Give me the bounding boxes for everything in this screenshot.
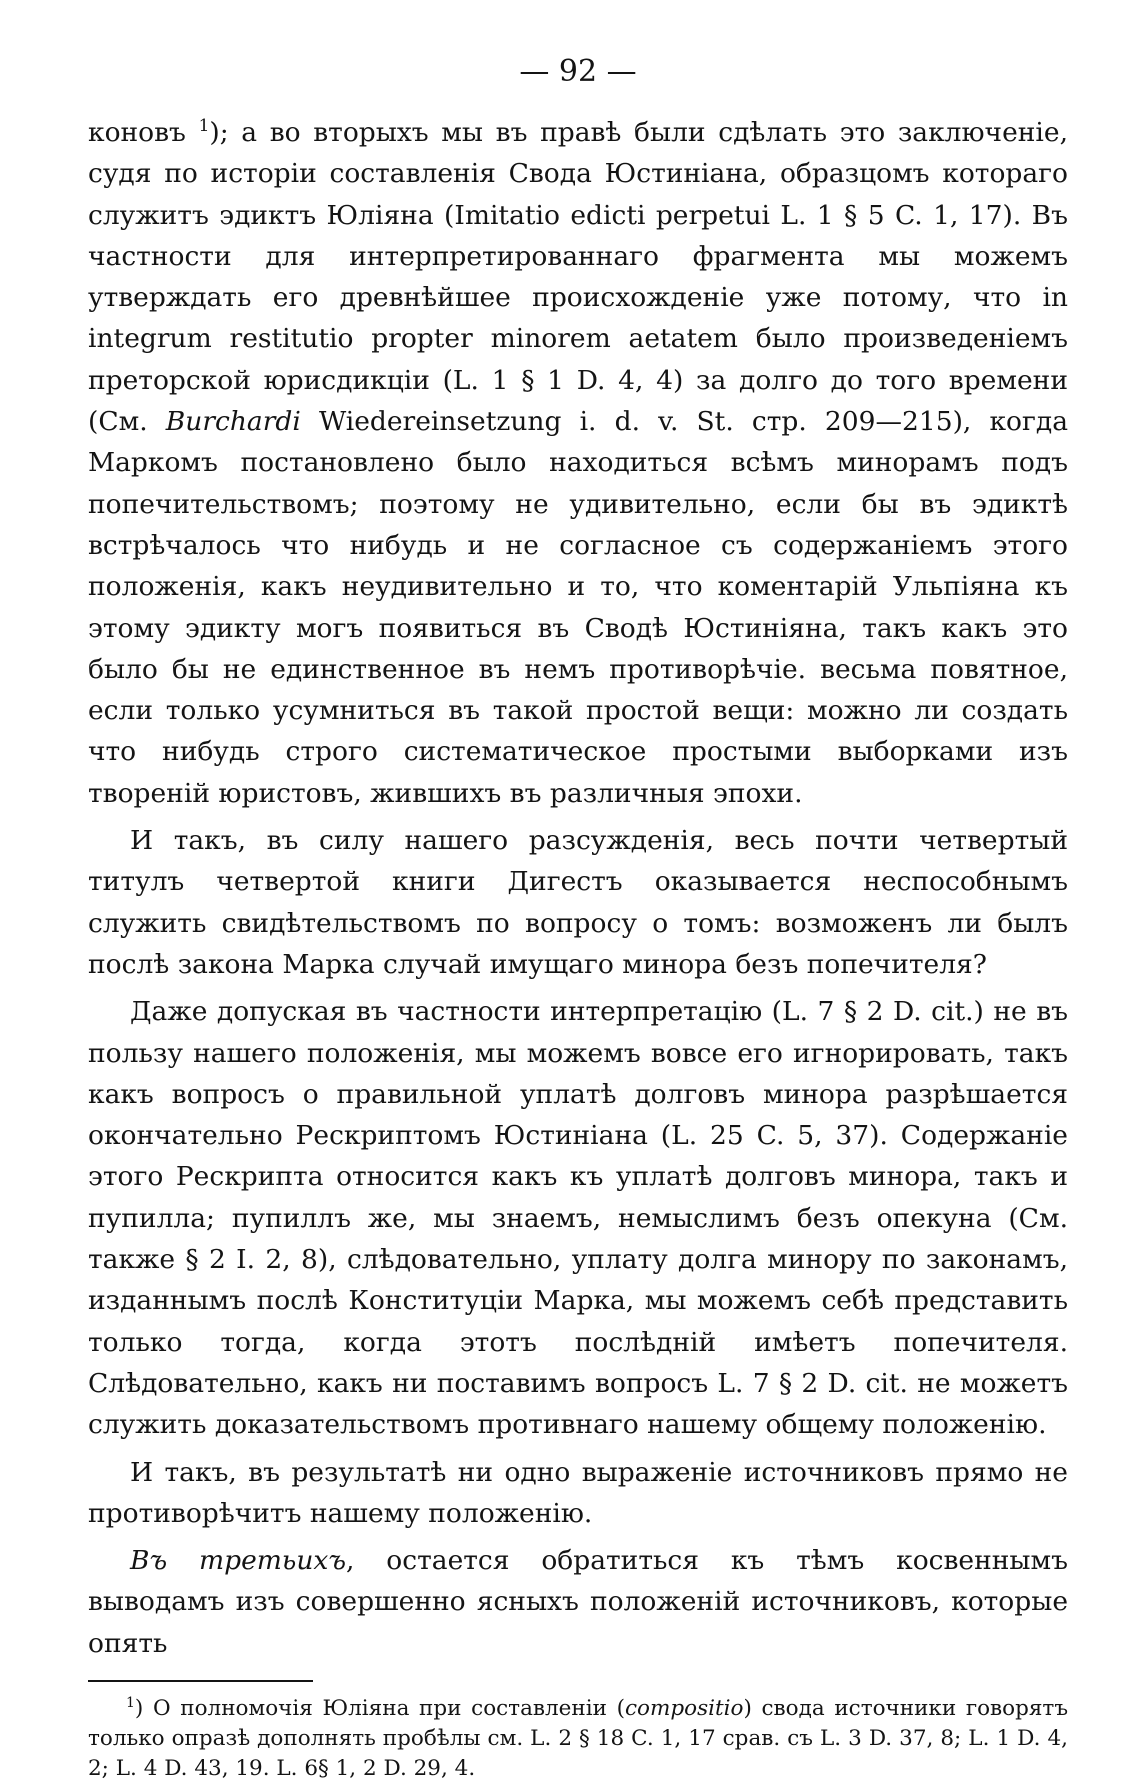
main-text (88, 112, 1068, 1664)
footnote-lead: ) О полномочія Юліяна при составленіи ( (134, 1695, 625, 1721)
footnote-reference: 1 (198, 116, 210, 137)
footnote-mark: 1 (126, 1694, 135, 1711)
page-number: — 92 — (519, 54, 637, 89)
paragraph-5 (88, 1540, 1068, 1664)
paragraph-3: Даже допуская въ частности интерпретацію (L. 7 § 2 D. cit.) не въ пользу нашего положенія, мы можемъ вовсе его игнорировать, такъ какъ вопросъ о правильной уплатѣ долговъ минора разрѣшается окончательно Рескриптомъ Юстиніана (L. 25 C. 5, 37). Содержаніе этого Рескрипта относится какъ къ уплатѣ долговъ минора, такъ и пупилла; пупиллъ же, мы знаемъ, немыслимъ безъ опекуна (См. также § 2 I. 2, 8), слѣдовательно, уплату долга минору по законамъ, изданнымъ послѣ Конституціи Марка, мы можемъ себѣ представить только тогда, когда этотъ послѣдній имѣетъ попечителя. Слѣдовательно, какъ ни поставимъ вопросъ L. 7 § 2 D. cit. не можетъ служить доказательствомъ противнаго нашему общему положенію. (88, 996, 1068, 1441)
paragraph-5-italic-lead: Въ третьихъ (130, 1545, 347, 1577)
footnote-tail: ) свода источники говорятъ только опразѣ дополнять пробѣлы см. L. 2 § 18 C. 1, 17 срав. съ L. 3 D. 37, 8; L. 1 D. 4, 2; L. 4 D. 43, 19. L. 6§ 1, 2 D. 29, 4. (88, 1695, 1068, 1781)
footnote (88, 1694, 1068, 1784)
paragraph-4: И такъ, въ результатѣ ни одно выраженіе источниковъ прямо не противорѣчитъ нашему положенію. (88, 1456, 1068, 1529)
paragraph-1-tail: Wiedereinsetzung i. d. v. St. стр. 209—215), когда Маркомъ постановлено было находиться всѣмъ минорамъ подъ попечительствомъ; поэтому не удивительно, если бы въ эдиктѣ встрѣчалось что нибудь и не согласное съ содержаніемъ этого положенія, какъ неудивительно и то, что коментарій Ульпіяна къ этому эдикту могъ появиться въ Сводѣ Юстиніяна, такъ какъ это было бы не единственное въ немъ противорѣчіе. весьма повятное, если только усумниться въ такой простой вещи: можно ли создать что нибудь строго систематическое простыми выборками изъ твореній юристовъ, жившихъ въ различныя эпохи. (88, 406, 1068, 809)
paragraph-5-text: , остается обратиться къ тѣмъ косвеннымъ выводамъ изъ совершенно ясныхъ положеній источниковъ, которые опять (88, 1545, 1068, 1659)
paragraph-1-lead: коновъ (88, 117, 199, 148)
footnote-divider (88, 1680, 313, 1682)
author-name-italic: Burchardi (165, 406, 301, 438)
footnote-italic: compositio (624, 1695, 744, 1721)
book-page (88, 52, 1068, 1781)
paragraph-1-text: ); а во вторыхъ мы въ правѣ были сдѣлать это заключеніе, судя по исторіи составленія Свода Юстиніана, образцомъ котораго служитъ эдиктъ Юліяна (Imitatio edicti perpetui L. 1 § 5 C. 1, 17). Въ частности для интерпретированнаго фрагмента мы можемъ утверждать его древнѣйшее происхожденіе уже потому, что in integrum restitutio propter minorem aetatem было произведеніемъ преторской юрисдикціи (L. 1 § 1 D. 4, 4) за долго до того времени (См. (88, 117, 1068, 438)
paragraph-2: И такъ, въ силу нашего разсужденія, весь почти четвертый титулъ четвертой книги Дигестъ оказывается неспособнымъ служить свидѣтельствомъ по вопросу о томъ: возможенъ ли былъ послѣ закона Марка случай имущаго минора безъ попечителя? (88, 825, 1068, 980)
paragraph-1 (88, 112, 1068, 814)
